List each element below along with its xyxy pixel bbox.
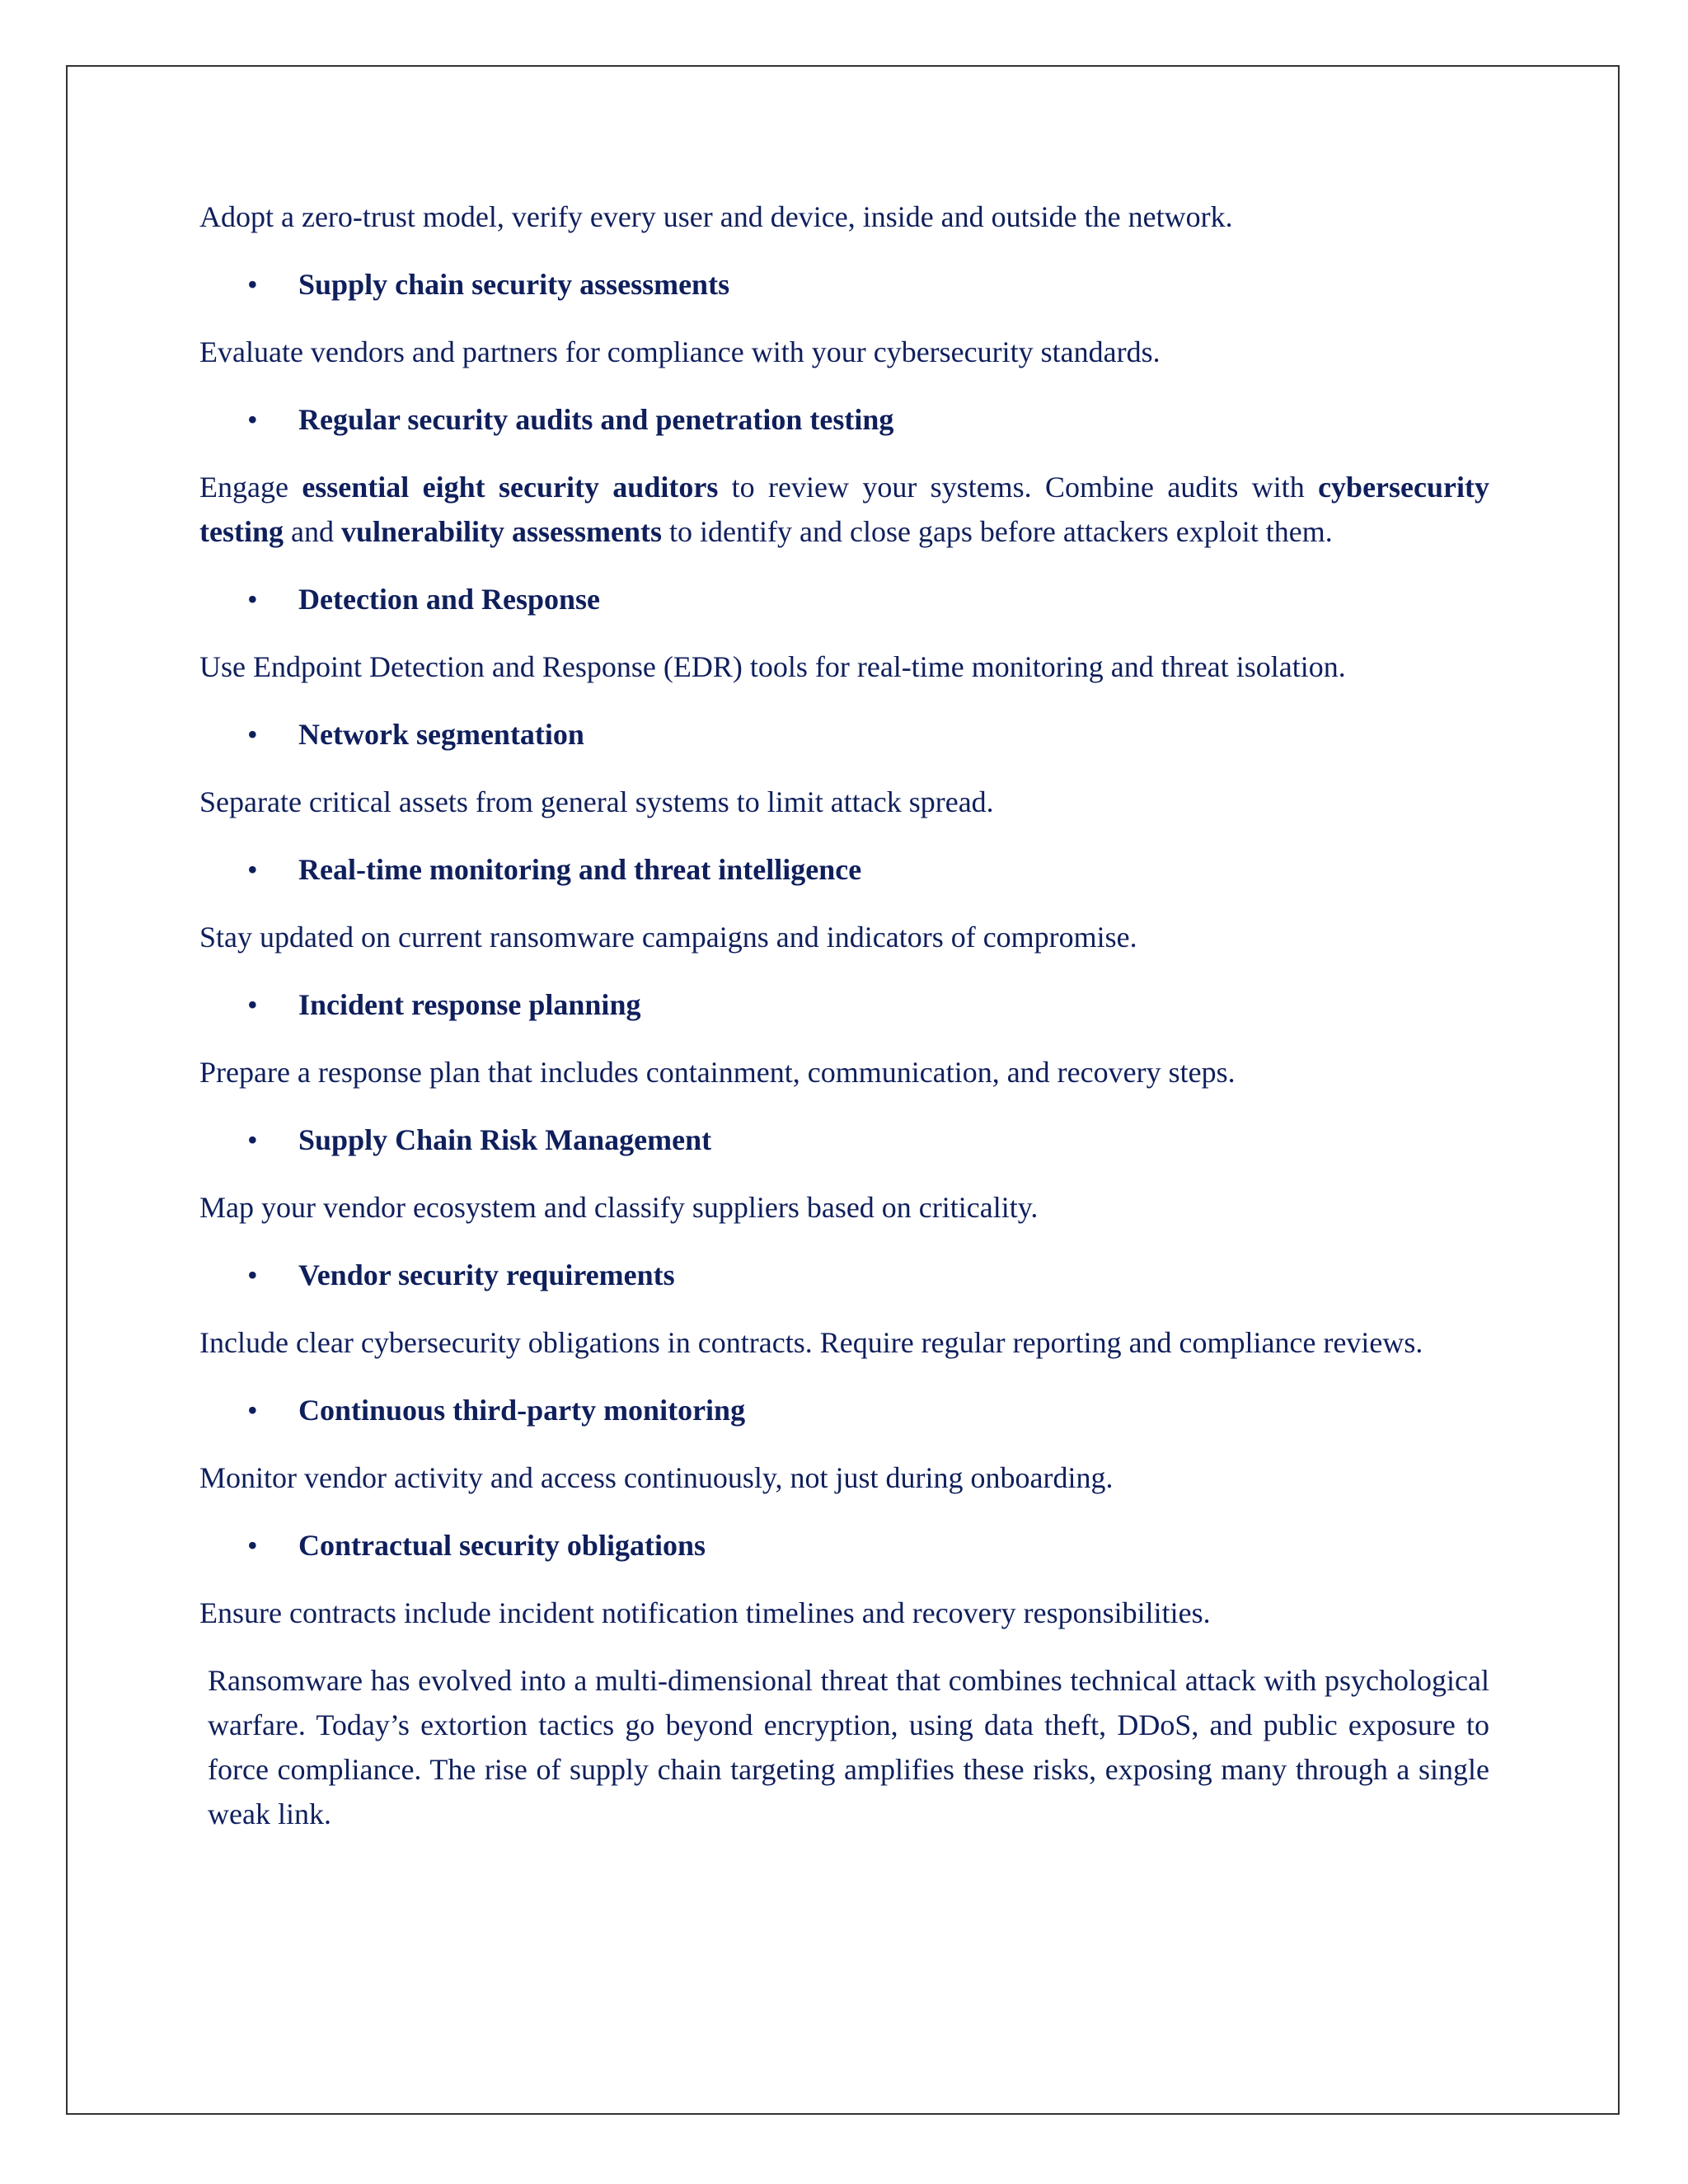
paragraph-contract-obligations: Include clear cybersecurity obligations in contracts. Require regular reporting and compliance reviews. — [199, 1326, 1423, 1359]
bold-run-cybersecurity-testing: cybersecurity testing — [199, 471, 1489, 548]
bullet-vendor-requirements — [199, 1253, 1489, 1297]
bullet-label: Network segmentation — [298, 718, 584, 751]
text-run: to review your systems. Combine audits with — [718, 471, 1319, 504]
paragraph-stay-updated: Stay updated on current ransomware campaigns and indicators of compromise. — [199, 921, 1137, 954]
bullet-label: Continuous third-party monitoring — [298, 1394, 746, 1427]
bullet-dot-icon: • — [247, 1123, 258, 1156]
bullet-label: Supply chain security assessments — [298, 268, 730, 301]
paragraph-zero-trust: Adopt a zero-trust model, verify every user and device, inside and outside the network. — [199, 200, 1233, 233]
paragraph-monitor-vendor: Monitor vendor activity and access continuously, not just during onboarding. — [199, 1461, 1114, 1494]
bullet-detection-response — [199, 577, 1489, 621]
bullet-dot-icon: • — [247, 403, 258, 436]
bullet-supply-chain-assessments — [199, 262, 1489, 307]
bold-run-vulnerability-assessments: vulnerability assessments — [340, 515, 663, 548]
bullet-dot-icon: • — [247, 1258, 258, 1291]
bold-run-essential-eight: essential eight security auditors — [302, 471, 719, 504]
bullet-dot-icon: • — [247, 853, 258, 886]
bullet-label: Detection and Response — [298, 583, 600, 616]
bullet-label: Real-time monitoring and threat intelligence — [298, 853, 862, 886]
bullet-network-segmentation — [199, 712, 1489, 757]
bullet-label: Contractual security obligations — [298, 1529, 706, 1562]
paragraph-separate-assets: Separate critical assets from general systems to limit attack spread. — [199, 785, 994, 818]
paragraph-response-plan: Prepare a response plan that includes containment, communication, and recovery steps. — [199, 1056, 1236, 1089]
bullet-dot-icon: • — [247, 1394, 258, 1427]
paragraph-edr: Use Endpoint Detection and Response (EDR) tools for real-time monitoring and threat isolation. — [199, 650, 1346, 683]
bullet-realtime-monitoring — [199, 847, 1489, 892]
paragraph-evaluate-vendors: Evaluate vendors and partners for compliance with your cybersecurity standards. — [199, 335, 1160, 368]
paragraph-vendor-ecosystem: Map your vendor ecosystem and classify suppliers based on criticality. — [199, 1191, 1039, 1224]
bullet-label: Incident response planning — [298, 988, 641, 1021]
text-run: to identify and close gaps before attackers exploit them. — [662, 515, 1333, 548]
document-body — [199, 194, 1489, 1859]
bullet-label: Vendor security requirements — [298, 1258, 675, 1291]
bullet-contractual-obligations — [199, 1523, 1489, 1568]
bullet-dot-icon: • — [247, 718, 258, 751]
bullet-label: Supply Chain Risk Management — [298, 1123, 712, 1156]
bullet-dot-icon: • — [247, 583, 258, 616]
text-run: Engage — [199, 471, 302, 504]
bullet-label: Regular security audits and penetration testing — [298, 403, 894, 436]
text-run: and — [284, 515, 341, 548]
bullet-security-audits — [199, 397, 1489, 442]
bullet-supply-chain-risk — [199, 1118, 1489, 1162]
bullet-dot-icon: • — [247, 988, 258, 1021]
bullet-dot-icon: • — [247, 1529, 258, 1562]
bullet-dot-icon: • — [247, 268, 258, 301]
paragraph-ensure-contracts: Ensure contracts include incident notification timelines and recovery responsibilities. — [199, 1596, 1211, 1629]
bullet-incident-response — [199, 982, 1489, 1027]
paragraph-conclusion: Ransomware has evolved into a multi-dimensional threat that combines technical attack with psychological warfare. Today’s extortion tactics go beyond encryption, using data theft, DDoS, and public exposure to force compliance. The rise of supply chain targeting amplifies these risks, exposing many through a single weak link. — [208, 1664, 1489, 1830]
paragraph-engage-auditors — [199, 465, 1489, 554]
bullet-third-party-monitoring — [199, 1388, 1489, 1432]
